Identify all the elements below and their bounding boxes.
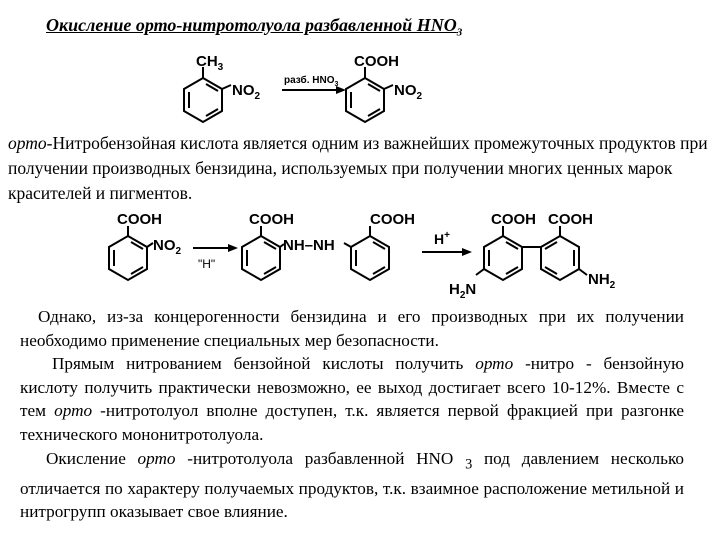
methyl-group-label: $CH_3$ — [196, 53, 224, 73]
carboxyl-group-label: COOH — [370, 211, 415, 228]
carboxyl-group-label: COOH — [491, 211, 536, 228]
arrow-label: разб. $HNO_3$ — [284, 75, 339, 88]
amino-group-label: $NH_2$ — [588, 271, 616, 291]
paragraph-safety: Однако, из-за концерогенности бензидина и его производных при их получении необходимо применение специальных мер безопасности. — [20, 307, 684, 350]
reaction-scheme-oxidation — [0, 50, 720, 130]
reaction-scheme-benzidine — [0, 208, 720, 308]
amino-group-label: $H_2N$ — [449, 281, 477, 301]
nitro-group-label: $NO_2$ — [232, 82, 261, 102]
arrow-label: H+ — [434, 230, 450, 247]
arrow-label: "H" — [198, 257, 216, 271]
paragraph-intro: орто-Нитробензойная кислота является одним из важнейших промежуточных продуктов при получении производных бензидина, используемых при получении многих ценных марок красителей и пигментов. — [8, 133, 708, 203]
nitro-group-label: $NO_2$ — [153, 237, 182, 257]
page-title: Окисление орто-нитротолуола разбавленной $HNO_3$ — [46, 15, 463, 39]
carboxyl-group-label: COOH — [249, 211, 294, 228]
carboxyl-group-label: COOH — [117, 211, 162, 228]
hydrazo-bridge-label: NH–NH — [283, 237, 335, 254]
carboxyl-group-label: COOH — [354, 53, 399, 70]
paragraph-nitration: Прямым нитрованием бензойной кислоты получить орто -нитро - бензойную кислоту получить практически невозможно, ее выход достигает всего 10-12%. Вместе с тем орто -нитротолуол вполне доступен, т.к. является первой фракцией при разгонке технического мононитротолуола. — [20, 354, 685, 444]
paragraph-body — [20, 305, 684, 524]
nitro-group-label: $NO_2$ — [394, 82, 423, 102]
paragraph-oxidation: Окисление орто -нитротолуола разбавленной HNO $_3$ под давлением несколько отличается по характеру получаемых продуктов, т.к. взаимное расположение метильной и нитрогрупп оказывает свое влияние. — [20, 448, 685, 522]
carboxyl-group-label: COOH — [548, 211, 593, 228]
